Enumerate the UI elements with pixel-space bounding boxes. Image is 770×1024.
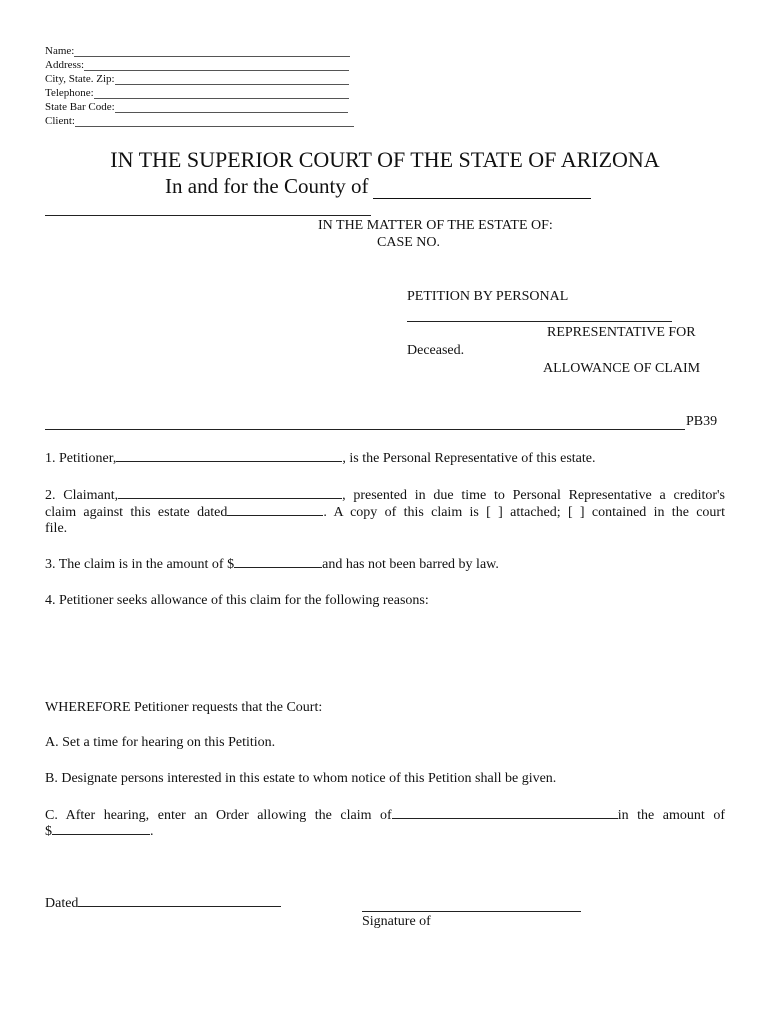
p2-mid: , presented in due time to Personal Representative a creditor's <box>342 488 725 503</box>
dated-field[interactable] <box>78 905 281 907</box>
header-name-field[interactable] <box>74 47 350 57</box>
paragraph-2-line2 <box>45 504 725 521</box>
dated-label: Dated <box>45 896 79 911</box>
header-telephone-label: Telephone: <box>45 87 94 99</box>
county-label: In and for the County of <box>165 174 369 198</box>
paragraph-2-line1 <box>45 487 725 504</box>
estate-name-field[interactable] <box>45 215 371 216</box>
county-line <box>165 174 591 199</box>
header-city-field[interactable] <box>115 75 349 85</box>
p1-suffix: , is the Personal Representative of this estate. <box>342 451 596 466</box>
header-name-label: Name: <box>45 45 75 57</box>
caption-divider <box>45 429 685 430</box>
header-bar-code-row <box>45 101 348 113</box>
court-title: IN THE SUPERIOR COURT OF THE STATE OF ARIZONA <box>110 147 660 172</box>
p1-prefix: 1. Petitioner, <box>45 451 117 466</box>
paragraph-3 <box>45 557 499 573</box>
allowed-amount-field[interactable] <box>52 833 150 835</box>
c-line2-suffix: . <box>150 824 154 839</box>
representative-name-field[interactable] <box>407 321 672 322</box>
header-city-row <box>45 73 349 85</box>
claimant-name-field[interactable] <box>118 497 342 499</box>
p3-prefix: 3. The claim is in the amount of $ <box>45 557 235 572</box>
c-prefix: C. After hearing, enter an Order allowing the claim of <box>45 808 392 823</box>
c-line2-prefix: $ <box>45 824 52 839</box>
matter-label: IN THE MATTER OF THE ESTATE OF: <box>318 218 553 233</box>
p2-line3: file. <box>45 521 68 536</box>
county-field[interactable] <box>373 180 591 199</box>
petition-title-line2: REPRESENTATIVE FOR <box>547 325 696 340</box>
claim-amount-field[interactable] <box>234 566 322 568</box>
p2-prefix: 2. Claimant, <box>45 488 119 503</box>
allowed-claim-name-field[interactable] <box>392 817 618 819</box>
header-client-field[interactable] <box>75 117 354 127</box>
header-client-row <box>45 115 354 127</box>
form-code: PB39 <box>686 414 718 429</box>
request-c-line1 <box>45 807 725 824</box>
dated-row <box>45 896 281 912</box>
header-client-label: Client: <box>45 115 75 127</box>
petitioner-name-field[interactable] <box>116 460 342 462</box>
request-a: A. Set a time for hearing on this Petition. <box>45 735 276 750</box>
signature-label: Signature of <box>362 914 431 929</box>
c-suffix: in the amount of <box>617 808 725 823</box>
signature-field[interactable] <box>362 911 581 912</box>
header-bar-code-label: State Bar Code: <box>45 101 115 113</box>
header-name-row <box>45 45 350 57</box>
p2-line2-prefix: claim against this estate dated <box>45 505 228 520</box>
wherefore-label: WHEREFORE Petitioner requests that the Court: <box>45 700 323 715</box>
header-telephone-row <box>45 87 349 99</box>
case-no-label: CASE NO. <box>377 235 441 250</box>
paragraph-4: 4. Petitioner seeks allowance of this claim for the following reasons: <box>45 593 429 608</box>
petition-title-line1: PETITION BY PERSONAL <box>407 289 569 304</box>
claim-date-field[interactable] <box>227 514 323 516</box>
p2-line2-suffix: . A copy of this claim is [ ] attached; [ ] contained in the court <box>323 505 725 520</box>
header-address-field[interactable] <box>84 61 349 71</box>
paragraph-1 <box>45 451 595 467</box>
request-b: B. Designate persons interested in this estate to whom notice of this Petition shall be given. <box>45 771 557 786</box>
p3-suffix: and has not been barred by law. <box>322 557 499 572</box>
header-telephone-field[interactable] <box>94 89 349 99</box>
header-bar-code-field[interactable] <box>115 103 348 113</box>
header-address-row <box>45 59 349 71</box>
header-address-label: Address: <box>45 59 85 71</box>
header-city-label: City, State. Zip: <box>45 73 115 85</box>
request-c-line2 <box>45 824 154 840</box>
deceased-label: Deceased. <box>407 343 465 358</box>
petition-title-line3: ALLOWANCE OF CLAIM <box>543 361 701 376</box>
